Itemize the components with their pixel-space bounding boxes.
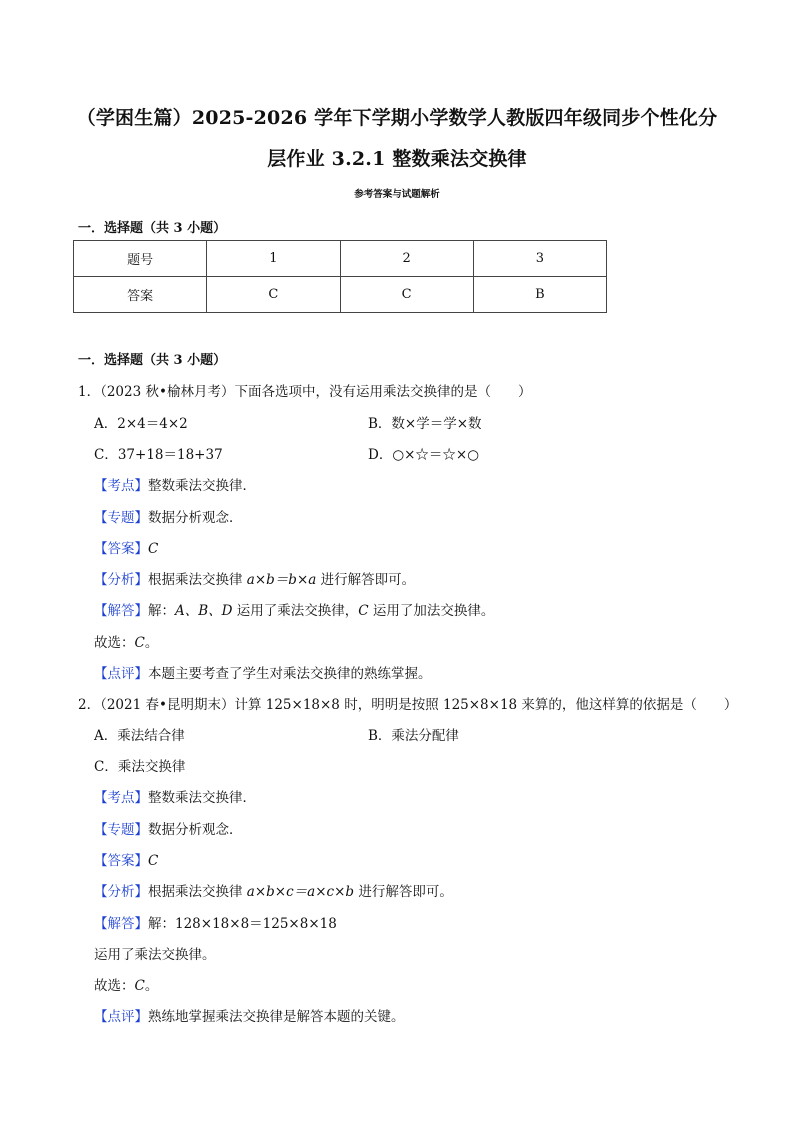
q1-jieda — [94, 599, 494, 619]
table-cell: B — [473, 277, 606, 313]
q2-daan — [94, 849, 158, 869]
table-cell: C — [340, 277, 473, 313]
q1-option-c: C．37+18＝18+37 — [94, 447, 223, 463]
jieda-c: C — [358, 603, 369, 619]
dianping-tag: 【点评】 — [94, 666, 148, 682]
q2-fenxi — [94, 880, 453, 900]
q2-option-c: C．乘法交换律 — [94, 759, 186, 775]
fenxi-tag: 【分析】 — [94, 884, 148, 900]
daan-tag: 【答案】 — [94, 853, 148, 869]
section-heading-2: 一．选择题（共 3 小题） — [78, 353, 227, 368]
q1-zhuanti — [94, 506, 243, 526]
fenxi-text-pre: 根据乘法交换律 — [148, 884, 247, 900]
table-row — [74, 277, 607, 313]
document-subtitle: 参考答案与试题解析 — [354, 189, 440, 200]
q1-option-b: B．数×学＝学×数 — [368, 416, 482, 432]
jieda-mid: 运用了乘法交换律， — [232, 603, 359, 619]
guxuan-c: C — [134, 635, 145, 651]
kaodian-text: 整数乘法交换律． — [148, 790, 256, 806]
fenxi-text-post: 进行解答即可。 — [354, 884, 453, 900]
jieda-tag: 【解答】 — [94, 603, 148, 619]
q1-fenxi — [94, 568, 415, 588]
zhuanti-text: 数据分析观念． — [148, 822, 243, 838]
q1-guxuan — [94, 631, 158, 651]
table-cell: 答案 — [74, 277, 207, 313]
question-2-stem: 2．（2021 春•昆明期末）计算 125×18×8 时，明明是按照 125×8×18 来算的，他这样算的依据是（ ） — [78, 697, 738, 713]
document-title-line-1: （学困生篇）2025-2026 学年下学期小学数学人教版四年级同步个性化分 — [76, 107, 718, 129]
zhuanti-text: 数据分析观念． — [148, 510, 243, 526]
q2-zhuanti — [94, 818, 243, 838]
jieda-tag: 【解答】 — [94, 916, 148, 932]
jieda-letters: A、B、D — [175, 603, 233, 619]
question-1-stem: 1．（2023 秋•榆林月考）下面各选项中，没有运用乘法交换律的是（ ） — [78, 384, 532, 400]
fenxi-text-pre: 根据乘法交换律 — [148, 572, 247, 588]
table-cell: 题号 — [74, 241, 207, 277]
jieda-post: 运用了加法交换律。 — [368, 603, 495, 619]
q2-option-b: B．乘法分配律 — [368, 728, 459, 744]
fenxi-formula: a×b＝b×a — [246, 572, 317, 588]
document-title-line-2: 层作业 3.2.1 整数乘法交换律 — [267, 148, 527, 170]
fenxi-tag: 【分析】 — [94, 572, 148, 588]
q1-daan — [94, 537, 158, 557]
table-row — [74, 241, 607, 277]
q2-yunyong: 运用了乘法交换律。 — [94, 947, 216, 963]
q1-option-a: A．2×4＝4×2 — [94, 416, 188, 432]
jieda-text: 解：128×18×8＝125×8×18 — [148, 916, 337, 932]
table-cell: 3 — [473, 241, 606, 277]
guxuan-c: C — [134, 978, 145, 994]
zhuanti-tag: 【专题】 — [94, 510, 148, 526]
q2-dianping — [94, 1005, 405, 1025]
kaodian-text: 整数乘法交换律． — [148, 478, 256, 494]
dianping-tag: 【点评】 — [94, 1009, 148, 1025]
daan-text: C — [148, 853, 159, 869]
kaodian-tag: 【考点】 — [94, 790, 148, 806]
jieda-pre: 解： — [148, 603, 175, 619]
dianping-text: 熟练地掌握乘法交换律是解答本题的关键。 — [148, 1009, 405, 1025]
q2-kaodian — [94, 786, 256, 806]
daan-text: C — [148, 541, 159, 557]
zhuanti-tag: 【专题】 — [94, 822, 148, 838]
q1-kaodian — [94, 474, 256, 494]
q1-option-d: D．○×☆＝☆×○ — [368, 447, 480, 463]
daan-tag: 【答案】 — [94, 541, 148, 557]
answer-table — [73, 240, 607, 313]
section-heading: 一．选择题（共 3 小题） — [78, 221, 227, 236]
guxuan-post: 。 — [144, 978, 159, 994]
fenxi-formula: a×b×c＝a×c×b — [246, 884, 355, 900]
dianping-text: 本题主要考查了学生对乘法交换律的熟练掌握。 — [148, 666, 432, 682]
table-cell: 2 — [340, 241, 473, 277]
guxuan-post: 。 — [144, 635, 159, 651]
q1-dianping — [94, 662, 432, 682]
fenxi-text-post: 进行解答即可。 — [316, 572, 416, 588]
table-cell: 1 — [207, 241, 340, 277]
guxuan-pre: 故选： — [94, 635, 135, 651]
guxuan-pre: 故选： — [94, 978, 135, 994]
q2-option-a: A．乘法结合律 — [94, 728, 185, 744]
kaodian-tag: 【考点】 — [94, 478, 148, 494]
table-cell: C — [207, 277, 340, 313]
q2-guxuan — [94, 974, 158, 994]
q2-jieda — [94, 912, 337, 932]
